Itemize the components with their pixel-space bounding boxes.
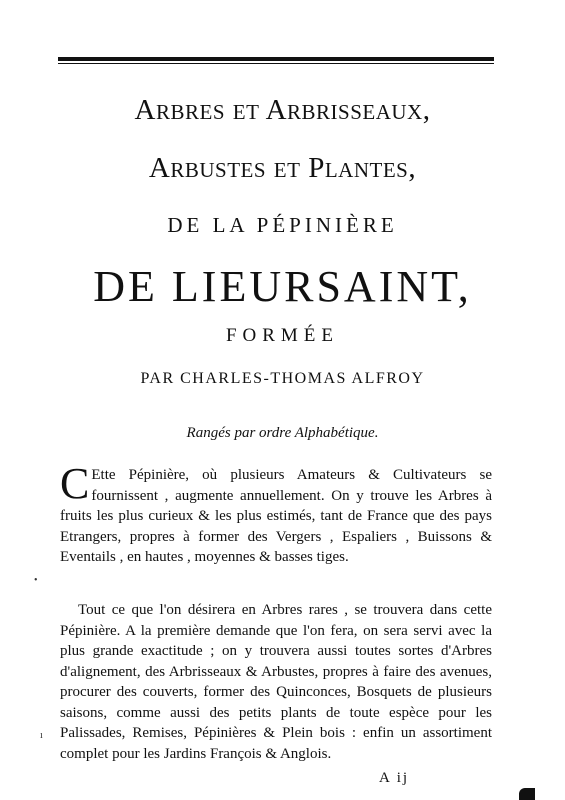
title-line-1: ARBRES ET ARBRISSEAUX, (134, 94, 431, 126)
title-line-3: DE LA PÉPINIÈRE (167, 213, 398, 237)
corner-blot (519, 788, 535, 800)
title-line-4: DE LIEURSAINT, (93, 262, 472, 311)
paragraph-1-text: Ette Pépinière, où plusieurs Amateurs & Cultivateurs se fournissent , augmente annuellement. On y trouve les Arbres à fruits les plus curieux & les plus estimés, tant de France que des pays Etrangers, propres à former des Vergers , Espaliers , Buissons & Eventails , en hautes , moyennes & basses tiges. (60, 467, 492, 565)
margin-tick-mark: ı (40, 730, 43, 741)
paragraph-2: Tout ce que l'on désirera en Arbres rares , se trouvera dans cette Pépinière. A la première demande que l'on fera, on sera servi avec la plus grande exactitude ; on y trouvera aussi toutes sortes d'Arbres d'alignement, des Arbrisseaux & Arbustes, propres à faire des avenues, procurer des couverts, former des Quinconces, Bosquets de plusieurs saisons, comme aussi des petits plants de toute espèce pour les Palissades, Remises, Pépinières & Plein bois : enfin un assortiment complet pour les Jardins François & Anglois. (60, 602, 492, 762)
top-rule-thick (58, 57, 494, 61)
margin-dot-mark: • (34, 575, 38, 586)
title-line-2: ARBUSTES ET PLANTES, (148, 152, 417, 184)
signature-mark: A ij (379, 770, 410, 786)
paragraph-1 (60, 459, 492, 568)
subtitle: Rangés par ordre Alphabétique. (186, 425, 379, 441)
top-rule-thin (58, 63, 494, 64)
author-line: PAR CHARLES-THOMAS ALFROY (140, 370, 425, 387)
title-line-5: FORMÉE (225, 325, 340, 346)
drop-cap: C (60, 459, 90, 508)
